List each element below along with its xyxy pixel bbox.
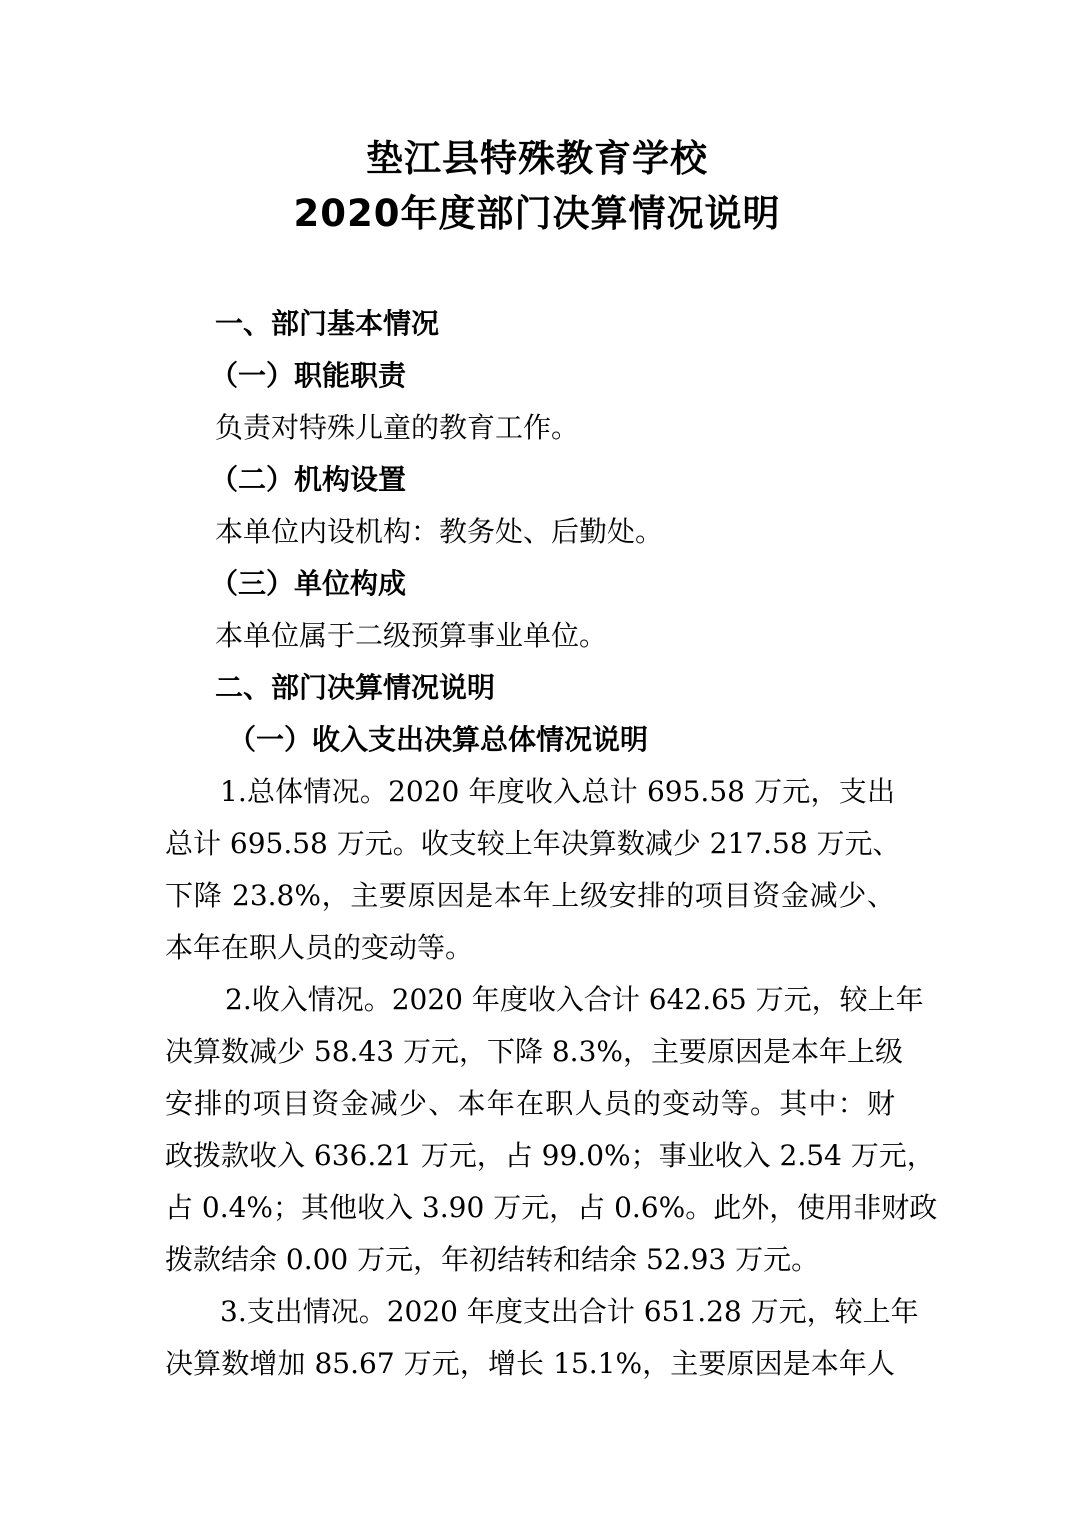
section2-sub1-heading: （一）收入支出决算总体情况说明 [228,723,649,756]
para1-line: 总计 695.58 万元。收支较上年决算数减少 217.58 万元、 [165,827,901,860]
section1-sub3-heading: （三）单位构成 [210,567,407,600]
section1-sub2-heading: （二）机构设置 [210,463,407,496]
para3-line: 3.支出情况。2020 年度支出合计 651.28 万元，较上年 [220,1295,919,1328]
para1-line: 1.总体情况。2020 年度收入总计 695.58 万元，支出 [220,775,895,808]
section1-heading: 一、部门基本情况 [215,307,440,340]
document-title-line2: 2020年度部门决算情况说明 [293,192,781,235]
para2-line: 拨款结余 0.00 万元，年初结转和结余 52.93 万元。 [165,1243,820,1276]
para1-line: 本年在职人员的变动等。 [165,931,474,964]
para2-line: 安排的项目资金减少、本年在职人员的变动等。其中：财 [165,1087,895,1120]
section1-sub1-text: 负责对特殊儿童的教育工作。 [215,411,580,444]
section1-sub2-text: 本单位内设机构：教务处、后勤处。 [215,515,664,548]
section1-sub3-text: 本单位属于二级预算事业单位。 [215,619,608,652]
section1-sub1-heading: （一）职能职责 [210,359,407,392]
section2-heading: 二、部门决算情况说明 [215,671,496,704]
para1-line: 下降 23.8%，主要原因是本年上级安排的项目资金减少、 [165,879,895,912]
para2-line: 占 0.4%；其他收入 3.90 万元，占 0.6%。此外，使用非财政 [165,1191,938,1224]
para3-line: 决算数增加 85.67 万元，增长 15.1%，主要原因是本年人 [165,1347,895,1380]
para2-line: 决算数减少 58.43 万元，下降 8.3%，主要原因是本年上级 [165,1035,903,1068]
para2-line: 政拨款收入 636.21 万元，占 99.0%；事业收入 2.54 万元， [165,1139,935,1172]
document-title-line1: 垫江县特殊教育学校 [366,137,708,180]
para2-line: 2.收入情况。2020 年度收入合计 642.65 万元，较上年 [225,983,924,1016]
